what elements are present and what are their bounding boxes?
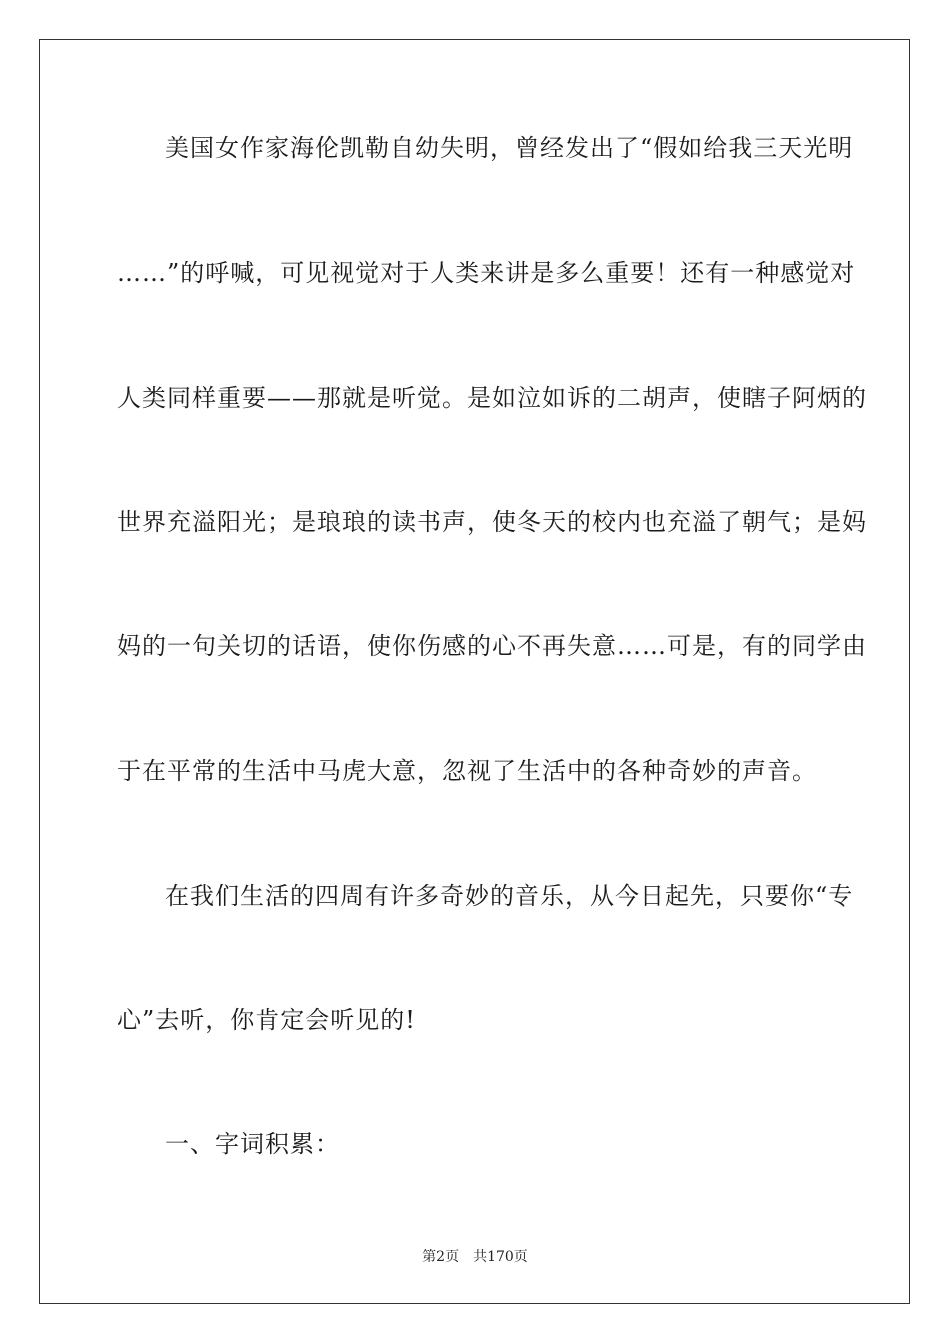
paragraph-2-line-2: 心”去听，你肯定会听见的!	[117, 1006, 416, 1034]
section-heading: 一、字词积累：	[165, 1130, 340, 1158]
paragraph-1-line-5: 妈的一句关切的话语，使你伤感的心不再失意……可是，有的同学由	[117, 632, 867, 660]
page-number-footer: 第2页 共170页	[422, 1249, 528, 1265]
page-border	[39, 39, 910, 1304]
paragraph-1-line-1: 美国女作家海伦凯勒自幼失明，曾经发出了“假如给我三天光明	[165, 134, 854, 162]
paragraph-2-line-1: 在我们生活的四周有许多奇妙的音乐，从今日起先，只要你“专	[165, 882, 854, 910]
paragraph-1-line-2: ……”的呼喊，可见视觉对于人类来讲是多么重要！还有一种感觉对	[117, 259, 856, 287]
paragraph-1-line-6: 于在平常的生活中马虎大意，忽视了生活中的各种奇妙的声音。	[117, 757, 817, 785]
paragraph-1-line-4: 世界充溢阳光；是琅琅的读书声，使冬天的校内也充溢了朝气；是妈	[117, 508, 867, 536]
paragraph-1-line-3: 人类同样重要——那就是听觉。是如泣如诉的二胡声，使瞎子阿炳的	[117, 384, 867, 412]
